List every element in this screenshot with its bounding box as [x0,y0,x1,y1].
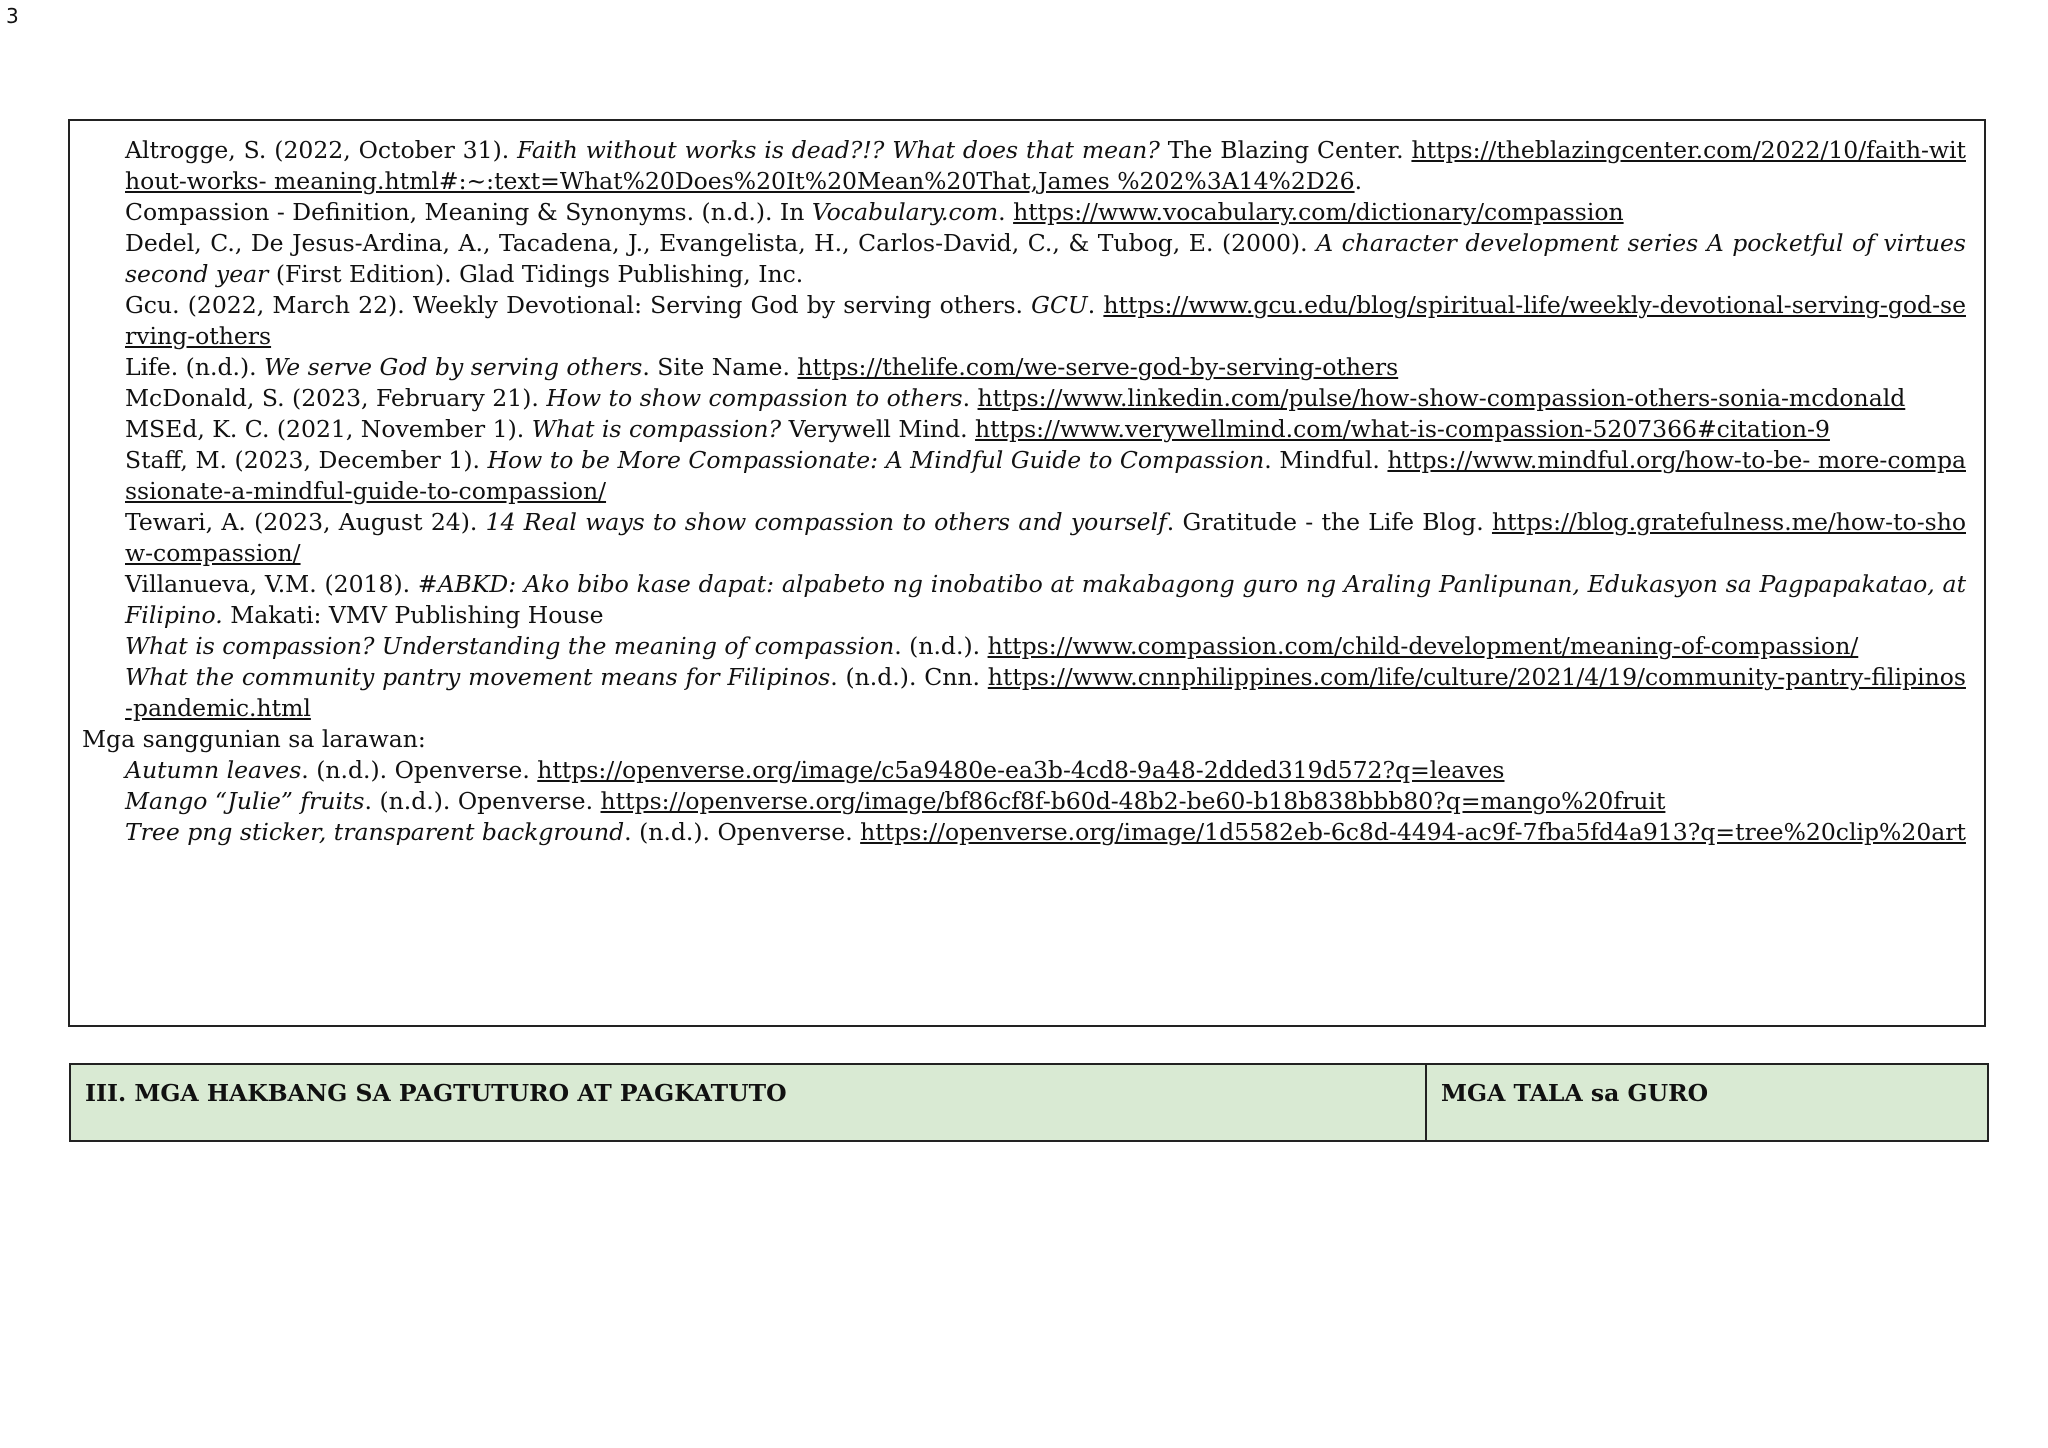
reference-title: GCU [1031,291,1088,319]
reference-link[interactable]: https://openverse.org/image/1d5582eb-6c8d-4494-ac9f-7fba5fd4a913?q=tree%20clip%20art [860,818,1966,846]
reference-entry [82,228,1966,290]
reference-text: . (n.d.). [894,632,988,660]
page-number: 3 [6,4,19,28]
reference-text: (First Edition). Glad Tidings Publishing, Inc. [268,260,804,288]
reference-link[interactable]: https://www.cnnphilippines.com/life/culture/2021/4/19/community-pantry-filipinos-pandemic.html [125,663,1966,722]
reference-entry [82,445,1966,507]
reference-title: What the community pantry movement means for Filipinos [125,663,831,691]
reference-entry [82,569,1966,631]
image-reference-entry [82,817,1966,848]
reference-text: . [962,384,978,412]
reference-text: The Blazing Center. [1159,136,1412,164]
reference-title: Faith without works is dead?!? What does that mean? [517,136,1160,164]
reference-text: Compassion - Definition, Meaning & Synonyms. (n.d.). In [125,198,812,226]
image-reference-entry [82,755,1966,786]
reference-title: A character development series A pocketful of virtues second year [125,229,1966,288]
reference-entry [82,383,1966,414]
reference-text: . Mindful. [1264,446,1388,474]
reference-title: Mango “Julie” fruits [125,787,365,815]
reference-title: Vocabulary.com [811,198,999,226]
reference-title: What is compassion? Understanding the meaning of compassion [125,632,895,660]
reference-text: . Gratitude - the Life Blog. [1166,508,1492,536]
reference-title: 14 Real ways to show compassion to others and yourself [485,508,1167,536]
reference-entry [82,290,1966,352]
reference-entry [82,197,1966,228]
reference-text: Villanueva, V.M. (2018). [125,570,418,598]
reference-title: How to be More Compassionate: A Mindful Guide to Compassion [487,446,1265,474]
reference-text: . (n.d.). Openverse. [364,787,601,815]
reference-title: Tree png sticker, transparent background [125,818,625,846]
reference-title: What is compassion? [531,415,782,443]
reference-text: Verywell Mind. [781,415,976,443]
image-references-heading: Mga sanggunian sa larawan: [82,725,426,753]
reference-link[interactable]: https://www.gcu.edu/blog/spiritual-life/weekly-devotional-serving-god-serving-others [125,291,1966,350]
reference-link[interactable]: https://www.linkedin.com/pulse/how-show-compassion-others-sonia-mcdonald [977,384,1906,412]
reference-list [82,135,1966,724]
reference-text: . Site Name. [642,353,798,381]
image-reference-list [82,755,1966,848]
reference-entry [82,507,1966,569]
reference-entry [82,352,1966,383]
reference-text: . [998,198,1014,226]
references-box [68,119,1986,1027]
reference-text: Altrogge, S. (2022, October 31). [125,136,518,164]
reference-text: Dedel, C., De Jesus-Ardina, A., Tacadena, J., Evangelista, H., Carlos-David, C., & Tubog, E. (2000). [125,229,1317,257]
lesson-steps-header: III. MGA HAKBANG SA PAGTUTURO AT PAGKATUTO [71,1065,1427,1140]
reference-entry [82,662,1966,724]
reference-link[interactable]: https://thelife.com/we-serve-god-by-serving-others [797,353,1399,381]
reference-entry [82,631,1966,662]
lesson-steps-table-header [69,1063,1989,1142]
teacher-notes-header: MGA TALA sa GURO [1441,1079,1709,1107]
reference-link[interactable]: https://openverse.org/image/bf86cf8f-b60d-48b2-be60-b18b838bbb80?q=mango%20fruit [600,787,1666,815]
reference-title: #ABKD: Ako bibo kase dapat: alpabeto ng inobatibo at makabagong guro ng Araling Panlipunan, Edukasyon sa Pagpapakatao, at Filipino. [125,570,1967,629]
reference-link[interactable]: https://openverse.org/image/c5a9480e-ea3b-4cd8-9a48-2dded319d572?q=leaves [537,756,1505,784]
image-reference-entry [82,786,1966,817]
reference-title: Autumn leaves [125,756,302,784]
reference-text: McDonald, S. (2023, February 21). [125,384,547,412]
reference-text: Life. (n.d.). [125,353,265,381]
reference-text: Gcu. (2022, March 22). Weekly Devotional: Serving God by serving others. [125,291,1032,319]
reference-title: How to show compassion to others [546,384,963,412]
reference-text: . (n.d.). Openverse. [301,756,538,784]
reference-link[interactable]: https://blog.gratefulness.me/how-to-show-compassion/ [125,508,1966,567]
reference-link[interactable]: https://www.verywellmind.com/what-is-compassion-5207366#citation-9 [975,415,1830,443]
reference-link[interactable]: https://www.compassion.com/child-development/meaning-of-compassion/ [987,632,1859,660]
reference-text: . (n.d.). Openverse. [624,818,861,846]
reference-link[interactable]: https://www.vocabulary.com/dictionary/compassion [1013,198,1624,226]
reference-text: Staff, M. (2023, December 1). [125,446,488,474]
reference-title: We serve God by serving others [264,353,643,381]
reference-text: . [1354,167,1363,195]
reference-text: . [1087,291,1104,319]
reference-entry [82,414,1966,445]
reference-text: . (n.d.). Cnn. [830,663,988,691]
reference-text: Makati: VMV Publishing House [222,601,604,629]
reference-link[interactable]: https://www.mindful.org/how-to-be- more-compassionate-a-mindful-guide-to-compassion/ [125,446,1966,505]
reference-link[interactable]: https://theblazingcenter.com/2022/10/faith-without-works- meaning.html#:~:text=What%20Does%20It%20Mean%20That,James %202%3A14%2D26 [125,136,1966,195]
reference-entry [82,135,1966,197]
reference-text: Tewari, A. (2023, August 24). [125,508,486,536]
reference-text: MSEd, K. C. (2021, November 1). [125,415,532,443]
